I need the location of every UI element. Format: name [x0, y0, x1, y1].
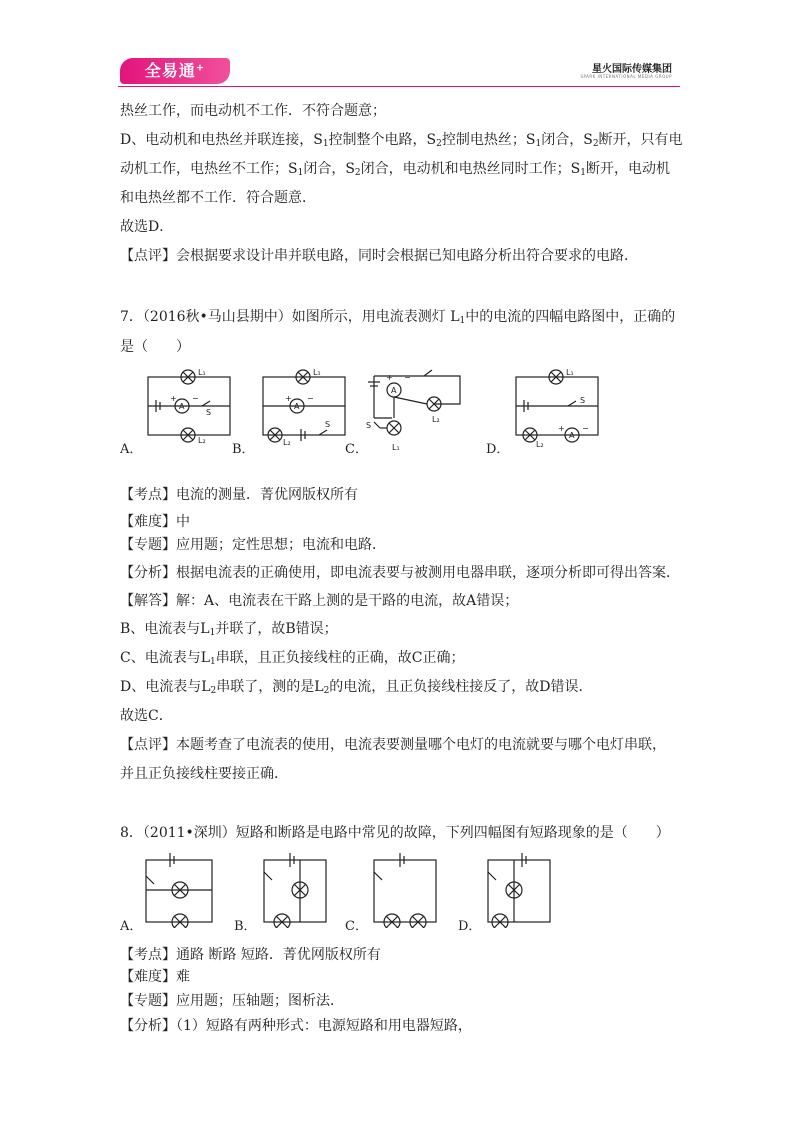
solution-line: C、电流表与$L_1$串联，且正负接线柱的正确，故C正确； — [120, 650, 465, 667]
analysis-line: 【分析】根据电流表的正确使用，即电流表要与被测用电器串联，逐项分析即可得出答案． — [120, 565, 680, 581]
brand-subtitle: SPARK INTERNATIONAL MEDIA GROUP — [580, 74, 672, 79]
text-line: D、电动机和电热丝并联连接，$S_1$控制整个电路，$S_2$控制电热丝；$S_1$闭合，$S_2$断开，只有电 — [120, 132, 683, 149]
brand-name: 星火国际传媒集团 — [592, 64, 672, 75]
svg-text:S: S — [206, 408, 212, 417]
text-line: 动机工作，电热丝不工作；$S_1$闭合，$S_2$闭合，电动机和电热丝同时工作；$S_1$断开，电动机 — [120, 161, 670, 178]
header-divider — [118, 86, 680, 87]
circuit-diagram-8d — [478, 850, 558, 928]
answer-line: 故选C． — [120, 708, 173, 724]
question-7-stem: 是（ ） — [120, 339, 190, 355]
svg-text:L₂: L₂ — [432, 415, 440, 424]
svg-text:S: S — [366, 421, 372, 430]
text-line: 热丝工作，而电动机不工作．不符合题意； — [120, 103, 386, 119]
svg-text:−: − — [192, 394, 199, 403]
comment-line: 【点评】会根据要求设计串并联电路，同时会根据已知电路分析出符合要求的电路． — [120, 248, 638, 264]
svg-text:−: − — [404, 373, 411, 382]
circuit-diagram-7d — [508, 365, 608, 449]
answer-line: 故选D． — [120, 219, 174, 235]
option-label: D． — [486, 442, 510, 457]
option-label: A． — [120, 442, 143, 457]
circuit-diagram-7a — [140, 365, 240, 445]
circuit-diagram-8b — [254, 850, 334, 928]
svg-text:−: − — [307, 394, 314, 403]
svg-text:L₁: L₁ — [392, 443, 400, 452]
svg-text:L₁: L₁ — [566, 368, 574, 377]
svg-text:L₁: L₁ — [313, 368, 321, 377]
question-8-stem: 8．（2011•深圳）短路和断路是电路中常见的故障，下列四幅图有短路现象的是（ ） — [120, 825, 670, 841]
analysis-line: 【分析】（1）短路有两种形式：电源短路和用电器短路， — [120, 1018, 472, 1034]
svg-text:−: − — [582, 424, 589, 433]
svg-text:S: S — [325, 420, 331, 429]
solution-line: D、电流表与$L_2$串联了，测的是$L_2$的电流，且正负接线柱接反了，故D错误． — [120, 679, 593, 696]
svg-text:L₂: L₂ — [283, 438, 291, 445]
option-label: B． — [232, 442, 255, 457]
topic-line: 【专题】应用题；定性思想；电流和电路． — [120, 537, 386, 553]
svg-text:+: + — [386, 373, 393, 382]
solution-line: B、电流表与$L_1$并联了，故B错误； — [120, 621, 338, 638]
svg-text:+: + — [558, 424, 565, 433]
option-label: D． — [458, 919, 482, 934]
svg-text:A: A — [569, 431, 575, 440]
kaodian-line: 【考点】通路 断路 短路．菁优网版权所有 — [120, 947, 381, 963]
svg-text:L₂: L₂ — [198, 436, 206, 445]
circuit-diagram-8c — [364, 850, 444, 928]
circuit-diagram-7c — [364, 362, 468, 456]
kaodian-line: 【考点】电流的测量．菁优网版权所有 — [120, 487, 358, 503]
page-header — [118, 54, 680, 88]
svg-text:+: + — [170, 394, 177, 403]
option-label: C． — [345, 442, 368, 457]
text-line: 和电热丝都不工作．符合题意． — [120, 190, 316, 206]
svg-text:S: S — [580, 396, 586, 405]
svg-text:A: A — [179, 402, 185, 411]
svg-text:A: A — [391, 386, 397, 395]
svg-text:A: A — [294, 402, 300, 411]
topic-line: 【专题】应用题；压轴题；图析法． — [120, 993, 344, 1009]
circuit-diagram-8a — [140, 850, 220, 928]
question-7-stem: 7．（2016秋•马山县期中）如图所示，用电流表测灯 $L_1$中的电流的四幅电路图中，正确的 — [120, 309, 676, 326]
option-label: A． — [120, 919, 143, 934]
difficulty-line: 【难度】难 — [120, 969, 190, 985]
option-label: B． — [234, 919, 257, 934]
comment-line: 并且正负接线柱要接正确． — [120, 766, 288, 782]
comment-line: 【点评】本题考查了电流表的使用，电流表要测量哪个电灯的电流就要与哪个电灯串联， — [120, 737, 666, 753]
option-label: C． — [345, 919, 368, 934]
svg-text:L₁: L₁ — [198, 368, 206, 377]
solution-line: 【解答】解：A、电流表在干路上测的是干路的电流，故A错误； — [120, 593, 519, 609]
svg-text:+: + — [285, 394, 292, 403]
logo: 全易通⁺ — [120, 58, 230, 84]
svg-text:L₂: L₂ — [536, 440, 544, 449]
difficulty-line: 【难度】中 — [120, 514, 190, 530]
circuit-diagram-7b — [255, 365, 355, 445]
